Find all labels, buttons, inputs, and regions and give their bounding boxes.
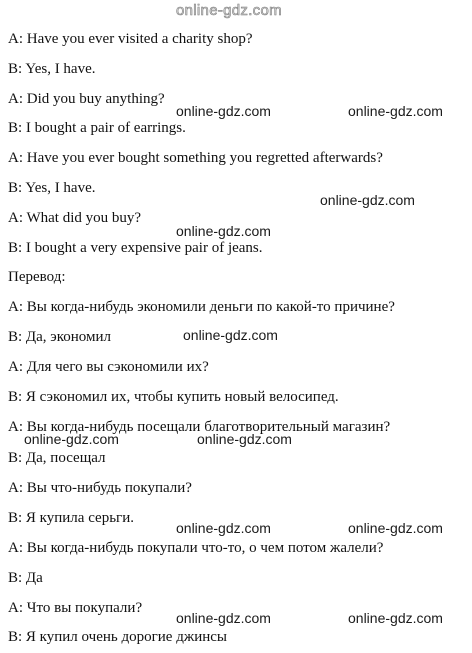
dialogue-line: A: Did you buy anything? (8, 91, 165, 107)
dialogue-line: B: Да, посещал (8, 450, 106, 466)
watermark: online-gdz.com (176, 610, 271, 626)
dialogue-line: B: Да (8, 570, 43, 586)
dialogue-line: B: I bought a pair of earrings. (8, 120, 186, 136)
watermark: online-gdz.com (176, 520, 271, 536)
dialogue-line: B: I bought a very expensive pair of jeans. (8, 240, 263, 256)
dialogue-line: A: What did you buy? (8, 210, 142, 226)
dialogue-line: B: Я купил очень дорогие джинсы (8, 629, 227, 645)
dialogue-line: A: Что вы покупали? (8, 600, 143, 616)
watermark: online-gdz.com (348, 103, 443, 119)
dialogue-line: A: Вы когда-нибудь посещали благотворительный магазин? (8, 419, 391, 435)
dialogue-line: B: Yes, I have. (8, 61, 96, 77)
watermark: online-gdz.com (197, 431, 292, 447)
dialogue-line: A: Вы когда-нибудь покупали что-то, о чем потом жалели? (8, 540, 384, 556)
watermark: online-gdz.com (348, 520, 443, 536)
watermark: online-gdz.com (24, 431, 119, 447)
translation-heading: Перевод: (8, 269, 66, 285)
dialogue-line: A: Вы что-нибудь покупали? (8, 480, 192, 496)
dialogue-line: A: Для чего вы сэкономили их? (8, 359, 209, 375)
watermark: online-gdz.com (176, 103, 271, 119)
watermark: online-gdz.com (320, 192, 415, 208)
dialogue-line: B: Yes, I have. (8, 180, 96, 196)
watermark-top: online-gdz.com (176, 2, 282, 19)
dialogue-line: A: Have you ever visited a charity shop? (8, 31, 253, 47)
dialogue-line: A: Have you ever bought something you regretted afterwards? (8, 150, 383, 166)
dialogue-line: B: Я сэкономил их, чтобы купить новый велосипед. (8, 389, 339, 405)
dialogue-line: A: Вы когда-нибудь экономили деньги по какой-то причине? (8, 299, 395, 315)
watermark: online-gdz.com (176, 223, 271, 239)
watermark: online-gdz.com (183, 327, 278, 343)
dialogue-line: B: Да, экономил (8, 329, 112, 345)
dialogue-line: B: Я купила серьги. (8, 510, 134, 526)
watermark: online-gdz.com (348, 610, 443, 626)
